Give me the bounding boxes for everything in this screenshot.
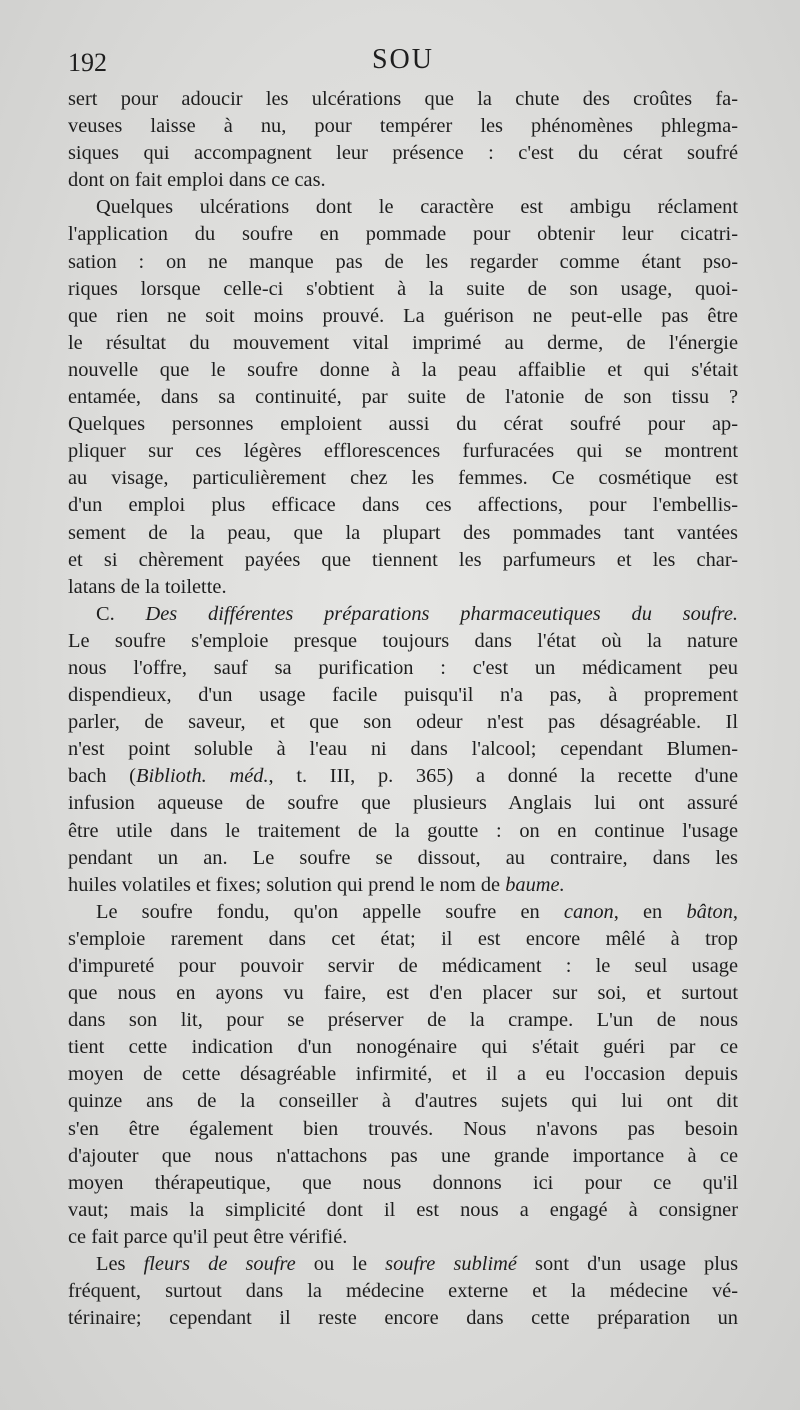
line-text: sement de la peau, que la plupart des pommades tant vantées [68, 521, 738, 544]
line-text: nous l'offre, sauf sa purification : c'est un médicament peu [68, 656, 738, 679]
text-line [68, 1224, 738, 1251]
italic-text: bâton [686, 900, 733, 923]
line-text: d'ajouter que nous n'attachons pas une grande importance à ce [68, 1144, 738, 1167]
line-text: Les [96, 1253, 144, 1276]
text-line [68, 1305, 738, 1332]
text-line [68, 249, 738, 276]
line-text: que rien ne soit moins prouvé. La guérison ne peut-elle pas être [68, 304, 738, 327]
page-header [68, 44, 738, 84]
text-line [68, 1088, 738, 1115]
line-text: au visage, particulièrement chez les femmes. Ce cosmétique est [68, 467, 738, 490]
line-text: dont on fait emploi dans ce cas. [68, 169, 326, 192]
text-line [68, 899, 738, 926]
line-text: pendant un an. Le soufre se dissout, au contraire, dans les [68, 846, 738, 869]
line-text: sont d'un usage plus [516, 1253, 739, 1276]
text-line [68, 465, 738, 492]
line-text: fréquent, surtout dans la médecine externe et la médecine vé- [68, 1280, 738, 1303]
text-line [68, 411, 738, 438]
line-text: , [732, 900, 738, 923]
italic-text: canon [563, 900, 614, 923]
text-line [68, 167, 738, 194]
text-line [68, 1170, 738, 1197]
text-line [68, 980, 738, 1007]
text-line [68, 872, 738, 899]
text-line [68, 520, 738, 547]
line-text: moyen de cette désagréable infirmité, et il a eu l'occasion depuis [68, 1063, 738, 1086]
line-text: C. [96, 602, 146, 625]
line-text: être utile dans le traitement de la goutte : on en continue l'usage [68, 819, 738, 842]
text-line [68, 1143, 738, 1170]
line-text: entamée, dans sa continuité, par suite de l'atonie de son tissu ? [68, 386, 738, 409]
line-text: le résultat du mouvement vital imprimé au derme, de l'énergie [68, 331, 738, 354]
running-head: SOU [371, 44, 434, 75]
line-text: dispendieux, d'un usage facile puisqu'il n'a pas, à proprement [68, 684, 738, 707]
line-text: s'en être également bien trouvés. Nous n'avons pas besoin [68, 1117, 738, 1140]
line-text: moyen thérapeutique, que nous donnons ici pour ce qu'il [68, 1171, 738, 1194]
line-text: infusion aqueuse de soufre que plusieurs Anglais lui ont assuré [68, 792, 738, 815]
text-line [68, 113, 738, 140]
italic-text: fleurs de soufre [143, 1253, 296, 1276]
text-line [68, 303, 738, 330]
line-text: huiles volatiles et fixes; solution qui prend le nom de [68, 873, 506, 896]
text-line [68, 736, 738, 763]
line-text: latans de la toilette. [68, 575, 227, 598]
line-text: Le soufre fondu, qu'on appelle soufre en [96, 900, 564, 923]
line-text: d'un emploi plus efficace dans ces affections, pour l'embellis- [68, 494, 738, 517]
line-text: riques lorsque celle-ci s'obtient à la suite de son usage, quoi- [68, 277, 738, 300]
text-line [68, 628, 738, 655]
line-text: pliquer sur ces légères efflorescences furfuracées qui se montrent [68, 440, 738, 463]
line-text: vaut; mais la simplicité dont il est nous a engagé à consigner [68, 1198, 738, 1221]
line-text: d'impureté pour pouvoir servir de médicament : le seul usage [68, 955, 738, 977]
line-text: térinaire; cependant il reste encore dans cette préparation un [68, 1307, 738, 1330]
text-line [68, 1061, 738, 1088]
line-text: l'application du soufre en pommade pour obtenir leur cicatri- [68, 223, 738, 246]
text-line [68, 601, 738, 628]
text-line [68, 221, 738, 248]
line-text: s'emploie rarement dans cet état; il est encore mêlé à trop [68, 927, 738, 950]
text-line [68, 276, 738, 303]
body-text [68, 86, 738, 1332]
line-text: Quelques personnes emploient aussi du cérat soufré pour ap- [68, 413, 738, 436]
text-line [68, 86, 738, 113]
text-line [68, 790, 738, 817]
line-text: veuses laisse à nu, pour tempérer les phénomènes phlegma- [68, 115, 738, 138]
line-text: que nous en ayons vu faire, est d'en placer sur soi, et surtout [68, 982, 738, 1005]
italic-text: Des différentes préparations pharmaceutiques du soufre. [145, 602, 739, 625]
line-text: bach ( [68, 765, 136, 788]
text-line [68, 763, 738, 790]
line-text: , t. III, p. 365) a donné la recette d'une [268, 765, 738, 788]
line-text: ou le [295, 1253, 386, 1276]
text-line [68, 845, 738, 872]
text-line [68, 492, 738, 519]
text-line [68, 574, 738, 601]
text-line [68, 330, 738, 357]
text-line [68, 1007, 738, 1034]
text-line [68, 1116, 738, 1143]
page-number: 192 [68, 48, 107, 77]
text-line [68, 140, 738, 167]
text-line [68, 682, 738, 709]
text-line [68, 438, 738, 465]
text-line [68, 953, 738, 980]
line-text: sert pour adoucir les ulcérations que la chute des croûtes fa- [68, 88, 738, 110]
text-line [68, 709, 738, 736]
line-text: Le soufre s'emploie presque toujours dans l'état où la nature [68, 629, 738, 652]
text-line [68, 1251, 738, 1278]
text-line [68, 357, 738, 384]
italic-text: baume. [505, 873, 565, 896]
text-line [68, 384, 738, 411]
text-line [68, 1197, 738, 1224]
text-line [68, 818, 738, 845]
text-line [68, 194, 738, 221]
line-text: et si chèrement payées que tiennent les parfumeurs et les char- [68, 548, 738, 571]
line-text: Quelques ulcérations dont le caractère est ambigu réclament [96, 196, 738, 219]
line-text: dans son lit, pour se préserver de la crampe. L'un de nous [68, 1009, 738, 1032]
line-text: n'est point soluble à l'eau ni dans l'alcool; cependant Blumen- [68, 738, 738, 761]
text-line [68, 655, 738, 682]
line-text: nouvelle que le soufre donne à la peau affaiblie et qui s'était [68, 358, 738, 381]
text-line [68, 547, 738, 574]
line-text: quinze ans de la conseiller à d'autres sujets qui lui ont dit [68, 1090, 738, 1113]
line-text: sation : on ne manque pas de les regarder comme étant pso- [68, 250, 738, 273]
italic-text: soufre sublimé [385, 1253, 517, 1276]
line-text: , en [613, 900, 687, 923]
line-text: tient cette indication d'un nonogénaire qui s'était guéri par ce [68, 1036, 738, 1059]
line-text: ce fait parce qu'il peut être vérifié. [68, 1225, 348, 1248]
italic-text: Biblioth. méd. [135, 765, 269, 788]
text-line [68, 926, 738, 953]
line-text: parler, de saveur, et que son odeur n'est pas désagréable. Il [68, 711, 738, 734]
text-line [68, 1278, 738, 1305]
text-line [68, 1034, 738, 1061]
line-text: siques qui accompagnent leur présence : c'est du cérat soufré [68, 142, 738, 165]
